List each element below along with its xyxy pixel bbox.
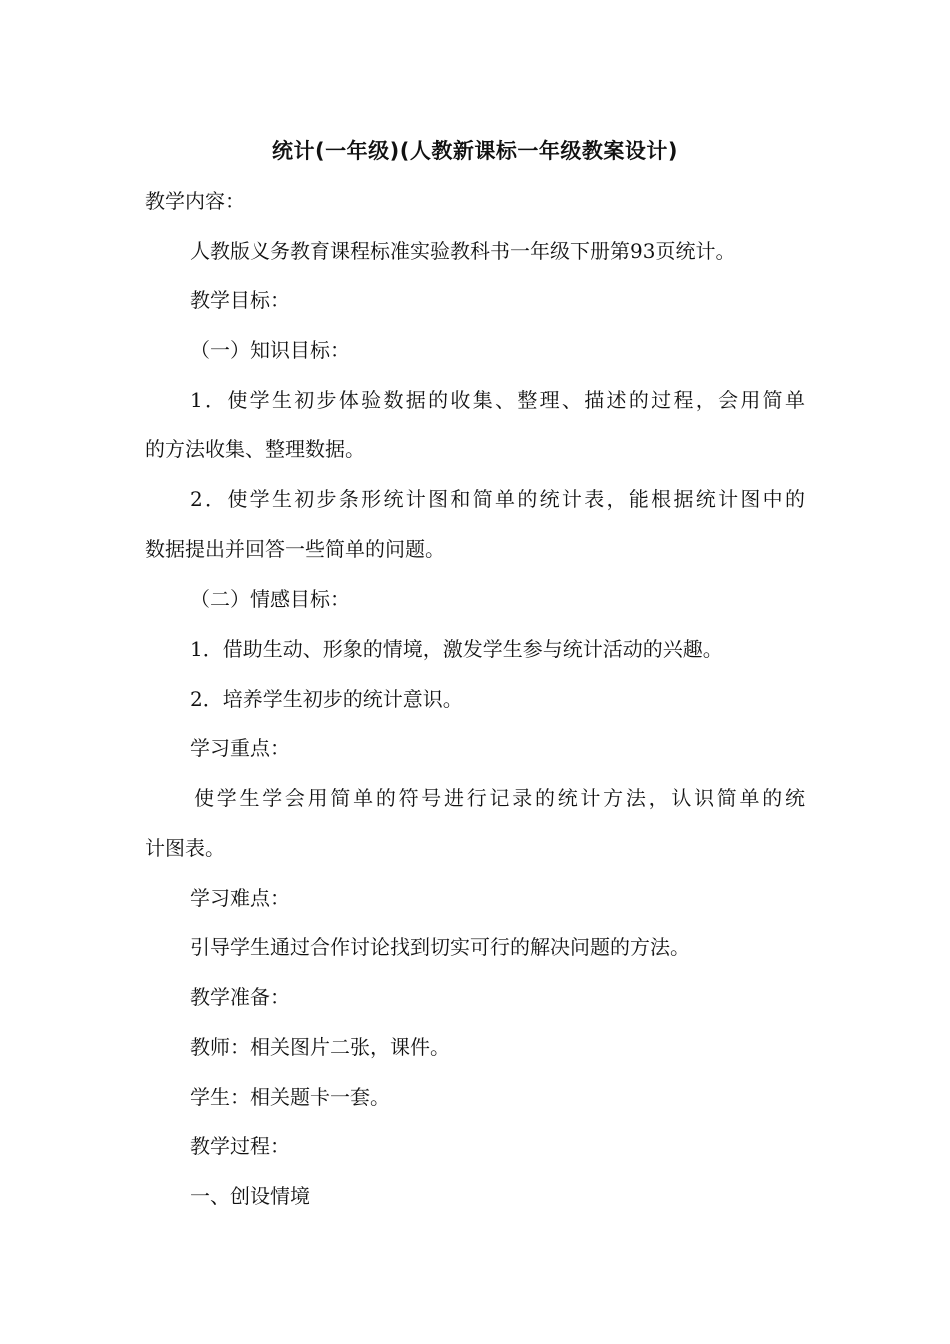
document-title: 统计(一年级)(人教新课标一年级教案设计) (272, 139, 678, 163)
heading-preparation: 教学准备： (190, 985, 290, 1009)
subheading-create-scene: 一、创设情境 (190, 1184, 310, 1208)
paragraph-difficulties: 引导学生通过合作讨论找到切实可行的解决问题的方法。 (190, 935, 690, 959)
heading-difficulties: 学习难点： (190, 886, 290, 910)
heading-process: 教学过程： (190, 1134, 290, 1158)
paragraph-goal-1: 1．使学生初步体验数据的收集、整理、描述的过程，会用简单 (190, 388, 805, 412)
subheading-emotion-goals: （二）情感目标： (190, 587, 350, 611)
subheading-knowledge-goals: （一）知识目标： (190, 338, 350, 362)
paragraph-key-points-cont: 计图表。 (145, 836, 225, 860)
paragraph-teacher-prep: 教师：相关图片二张，课件。 (190, 1035, 450, 1059)
paragraph-emotion-2: 2．培养学生初步的统计意识。 (190, 687, 463, 711)
paragraph-emotion-1: 1．借助生动、形象的情境，激发学生参与统计活动的兴趣。 (190, 637, 723, 661)
heading-key-points: 学习重点： (190, 736, 290, 760)
paragraph-goal-1-cont: 的方法收集、整理数据。 (145, 437, 365, 461)
paragraph-student-prep: 学生：相关题卡一套。 (190, 1085, 390, 1109)
paragraph-goal-2-cont: 数据提出并回答一些简单的问题。 (145, 537, 445, 561)
heading-teaching-goals: 教学目标： (190, 288, 290, 312)
heading-teaching-content: 教学内容： (145, 189, 245, 213)
paragraph-goal-2: 2．使学生初步条形统计图和简单的统计表，能根据统计图中的 (190, 487, 805, 511)
paragraph-key-points: 使学生学会用简单的符号进行记录的统计方法，认识简单的统 (194, 786, 805, 810)
paragraph-content: 人教版义务教育课程标准实验教科书一年级下册第93页统计。 (190, 239, 736, 263)
